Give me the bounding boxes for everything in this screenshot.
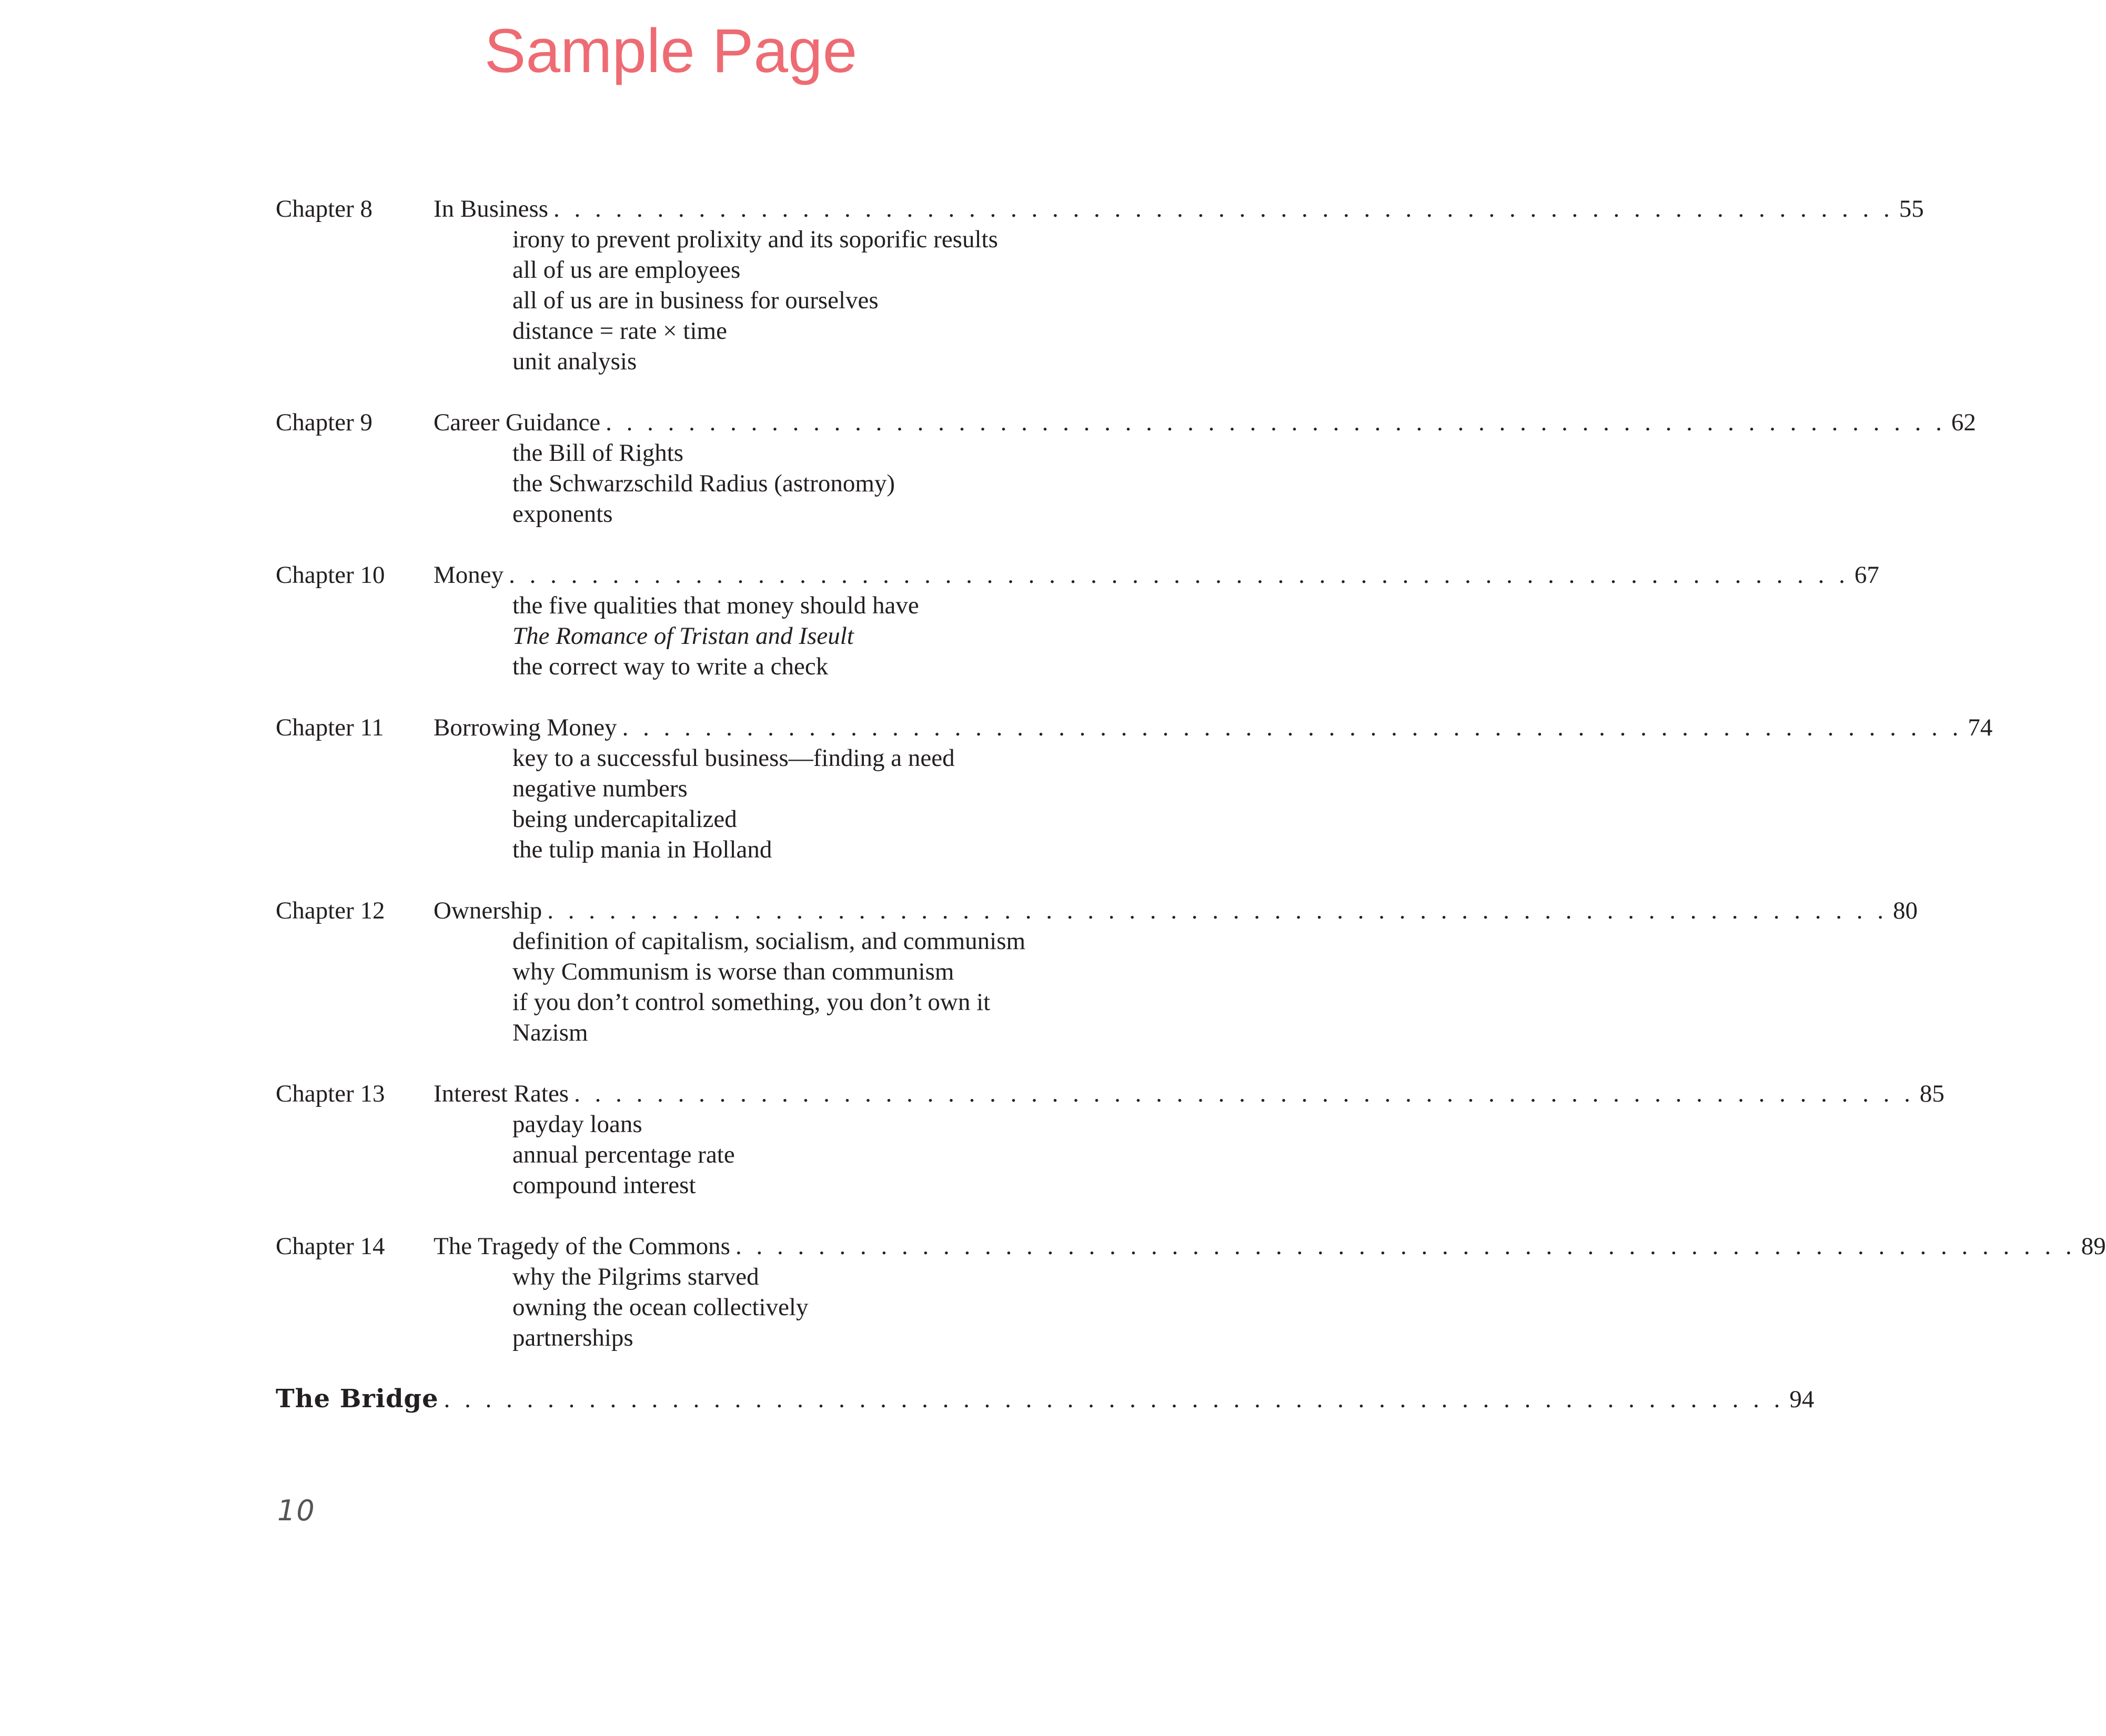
dot-leader: . . . . . . . . . . . . . . . . . . . . . . . . . . . . . . . . . . . . . . . . . . . . . . . . . . . . . . . . . . . . . . . . . <box>547 897 1888 924</box>
toc-entry-chapter-12 <box>276 895 1918 1048</box>
chapter-topic: the Bill of Rights <box>512 439 684 467</box>
dot-leader: . . . . . . . . . . . . . . . . . . . . . . . . . . . . . . . . . . . . . . . . . . . . . . . . . . . . . . . . . . . . . . . . . <box>574 1080 1914 1107</box>
chapter-topic-book-title: The Romance of Tristan and Iseult <box>512 622 854 650</box>
chapter-topic: unit analysis <box>512 348 637 375</box>
chapter-topic: if you don’t control something, you don’t own it <box>512 988 991 1016</box>
toc-entry-chapter-11 <box>276 712 1993 865</box>
section-title: The Bridge <box>276 1384 439 1414</box>
page-number: 10 <box>277 1494 316 1527</box>
chapter-topic: the five qualities that money should have <box>512 592 919 619</box>
dot-leader: . . . . . . . . . . . . . . . . . . . . . . . . . . . . . . . . . . . . . . . . . . . . . . . . . . . . . . . . . . . . . . . . . <box>735 1233 2076 1260</box>
chapter-title: Ownership <box>434 897 542 924</box>
toc-heading-line[interactable] <box>276 712 1993 743</box>
dot-leader: . . . . . . . . . . . . . . . . . . . . . . . . . . . . . . . . . . . . . . . . . . . . . . . . . . . . . . . . . . . . . . . . . <box>622 714 1963 741</box>
chapter-label: Chapter 13 <box>276 1080 385 1107</box>
toc-entry-chapter-13 <box>276 1078 1944 1200</box>
chapter-label: Chapter 12 <box>276 897 385 924</box>
chapter-topic: annual percentage rate <box>512 1141 735 1168</box>
chapter-title: In Business <box>434 195 549 223</box>
chapter-label: Chapter 10 <box>276 561 385 589</box>
chapter-page-number: 85 <box>1919 1080 1944 1107</box>
toc-entry-chapter-14 <box>276 1231 2106 1353</box>
chapter-topic: negative numbers <box>512 775 688 802</box>
chapter-page-number: 55 <box>1899 195 1924 223</box>
chapter-title: The Tragedy of the Commons <box>434 1233 730 1260</box>
toc-heading-line[interactable] <box>276 1078 1944 1109</box>
chapter-topic: Nazism <box>512 1019 588 1046</box>
dot-leader: . . . . . . . . . . . . . . . . . . . . . . . . . . . . . . . . . . . . . . . . . . . . . . . . . . . . . . . . . . . . . . . . . <box>509 561 1849 589</box>
chapter-label: Chapter 14 <box>276 1233 385 1260</box>
chapter-topic: key to a successful business—finding a need <box>512 744 955 772</box>
chapter-page-number: 74 <box>1968 714 1993 741</box>
chapter-page-number: 80 <box>1893 897 1918 924</box>
chapter-topic: exponents <box>512 500 613 528</box>
chapter-topic: owning the ocean collectively <box>512 1294 809 1321</box>
sample-page-watermark: Sample Page <box>484 16 858 86</box>
chapter-page-number: 89 <box>2081 1233 2106 1260</box>
chapter-page-number: 62 <box>1951 409 1976 436</box>
toc-entry-the-bridge <box>276 1384 1815 1414</box>
dot-leader: . . . . . . . . . . . . . . . . . . . . . . . . . . . . . . . . . . . . . . . . . . . . . . . . . . . . . . . . . . . . . . . . . <box>444 1386 1785 1413</box>
chapter-topic: why Communism is worse than communism <box>512 958 954 985</box>
chapter-title: Borrowing Money <box>434 714 617 741</box>
chapter-topic: compound interest <box>512 1172 696 1199</box>
toc-heading-line[interactable] <box>276 560 1879 590</box>
dot-leader: . . . . . . . . . . . . . . . . . . . . . . . . . . . . . . . . . . . . . . . . . . . . . . . . . . . . . . . . . . . . . . . . . <box>553 195 1894 223</box>
toc-entry-chapter-9 <box>276 407 1976 529</box>
chapter-topic: distance = rate × time <box>512 317 727 345</box>
chapter-topic: definition of capitalism, socialism, and communism <box>512 927 1026 955</box>
chapter-topic: irony to prevent prolixity and its soporific results <box>512 226 998 253</box>
dot-leader: . . . . . . . . . . . . . . . . . . . . . . . . . . . . . . . . . . . . . . . . . . . . . . . . . . . . . . . . . . . . . . . . . <box>606 409 1946 436</box>
chapter-topic: the correct way to write a check <box>512 653 829 680</box>
toc-entry-chapter-8 <box>276 194 1924 377</box>
toc-heading-line[interactable] <box>276 407 1976 438</box>
chapter-topic: the Schwarzschild Radius (astronomy) <box>512 470 895 497</box>
chapter-label: Chapter 8 <box>276 195 373 223</box>
chapter-title: Interest Rates <box>434 1080 569 1107</box>
chapter-title: Career Guidance <box>434 409 601 436</box>
toc-heading-line[interactable] <box>276 1384 1815 1414</box>
chapter-title: Money <box>434 561 504 589</box>
chapter-topic: payday loans <box>512 1111 642 1138</box>
chapter-topic: being undercapitalized <box>512 805 737 833</box>
section-page-number: 94 <box>1789 1386 1815 1413</box>
chapter-topic: all of us are employees <box>512 256 741 284</box>
toc-heading-line[interactable] <box>276 194 1924 224</box>
chapter-topic: all of us are in business for ourselves <box>512 287 879 314</box>
chapter-topic: why the Pilgrims starved <box>512 1263 759 1290</box>
chapter-label: Chapter 11 <box>276 714 384 741</box>
table-of-contents <box>276 194 2106 1445</box>
chapter-topic: partnerships <box>512 1324 633 1351</box>
chapter-topic: the tulip mania in Holland <box>512 836 772 863</box>
toc-heading-line[interactable] <box>276 1231 2106 1261</box>
toc-heading-line[interactable] <box>276 895 1918 926</box>
toc-entry-chapter-10 <box>276 560 1879 682</box>
chapter-page-number: 67 <box>1854 561 1879 589</box>
chapter-label: Chapter 9 <box>276 409 373 436</box>
